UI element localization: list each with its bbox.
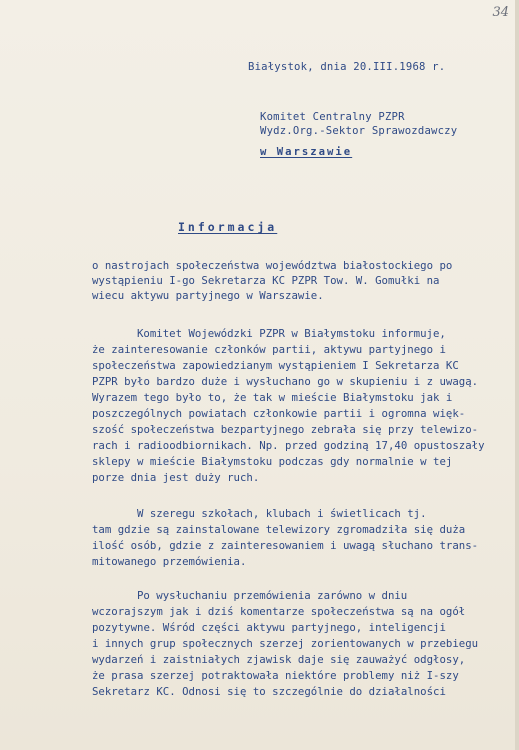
recipient-line-2: Wydz.Org.-Sektor Sprawozdawczy: [260, 125, 458, 137]
text-line: wydarzeń i zaistniałych zjawisk daje się zauważyć odgłosy,: [92, 653, 466, 666]
text-line: poszczególnych powiatach członkowie partii i ogromna więk-: [92, 407, 466, 420]
recipient-city: w Warszawie: [260, 146, 353, 158]
text-line: Komitet Wojewódzki PZPR w Białymstoku informuje,: [137, 327, 446, 340]
document-title: Informacja: [178, 220, 278, 234]
text-line: wczorajszym jak i dziś komentarze społeczeństwa są na ogół: [92, 605, 466, 618]
text-line: że prasa szerzej potraktowała niektóre problemy niż I-szy: [92, 669, 459, 682]
text-line: Wyrazem tego było to, że tak w mieście Białymstoku jak i: [92, 391, 453, 404]
text-line: sklepy w mieście Białymstoku podczas gdy normalnie w tej: [92, 455, 453, 468]
text-line: Sekretarz KC. Odnosi się to szczególnie do działalności: [92, 685, 446, 698]
text-line: i innych grup społecznych szerzej zorientowanych w przebiegu: [92, 637, 479, 650]
text-line: społeczeństwa zapowiedzianym wystąpieniem I Sekretarza KC: [92, 359, 459, 372]
text-line: pozytywne. Wśród części aktywu partyjnego, inteligencji: [92, 621, 446, 634]
text-line: porze dnia jest duży ruch.: [92, 471, 260, 484]
text-line: ilość osób, gdzie z zainteresowaniem i uwagą słuchano trans-: [92, 539, 479, 552]
recipient-line-1: Komitet Centralny PZPR: [260, 111, 405, 123]
text-line: mitowanego przemówienia.: [92, 555, 247, 568]
text-line: tam gdzie są zainstalowane telewizory zgromadziła się duża: [92, 523, 466, 536]
subject-line: wiecu aktywu partyjnego w Warszawie.: [92, 289, 324, 302]
subject-line: o nastrojach społeczeństwa województwa białostockiego po: [92, 259, 453, 272]
subject-line: wystąpieniu I-go Sekretarza KC PZPR Tow. W. Gomułki na: [92, 274, 440, 287]
text-line: W szeregu szkołach, klubach i świetlicach tj.: [137, 507, 427, 520]
page-number: 34: [492, 5, 509, 20]
page-edge: [515, 0, 519, 750]
text-line: Po wysłuchaniu przemówienia zarówno w dniu: [137, 589, 408, 602]
text-line: że zainteresowanie członków partii, aktywu partyjnego i: [92, 343, 446, 356]
text-line: rach i radioodbiornikach. Np. przed godziną 17,40 opustoszały: [92, 439, 485, 452]
text-line: PZPR było bardzo duże i wysłuchano go w skupieniu i z uwagą.: [92, 375, 479, 388]
date-line: Białystok, dnia 20.III.1968 r.: [248, 61, 446, 73]
text-line: szość społeczeństwa bezpartyjnego zebrała się przy telewizo-: [92, 423, 479, 436]
